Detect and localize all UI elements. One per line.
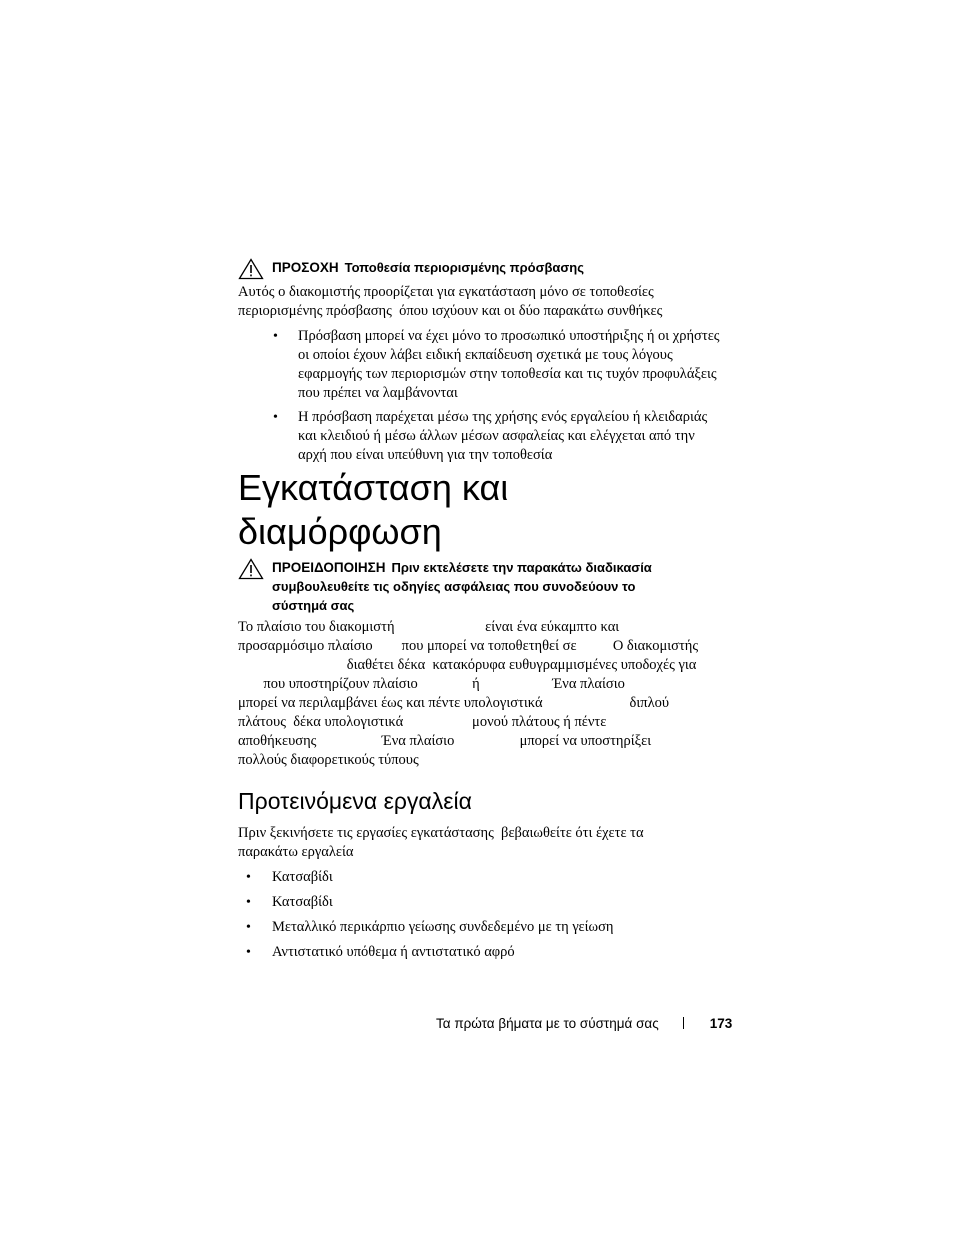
caution-text: Τοποθεσία περιορισμένης πρόσβασης (344, 260, 584, 275)
tools-heading: Προτεινόμενα εργαλεία (238, 788, 472, 814)
bullet-icon: • (246, 870, 251, 885)
paragraph-line: Το πλαίσιο του διακομιστή είναι ένα εύκαμπτο και (238, 619, 620, 635)
tool-item-text: Κατσαβίδι (272, 869, 333, 885)
section-title (238, 466, 508, 554)
bullet-icon: • (273, 410, 278, 425)
list-item (273, 408, 758, 465)
caution-triangle-icon (238, 258, 264, 280)
conditions-list (273, 327, 758, 465)
list-item (246, 918, 712, 937)
bullet-icon: • (246, 920, 251, 935)
paragraph-line: μπορεί να περιλαμβάνει έως και πέντε υπολογιστικά διπλού (238, 695, 670, 711)
caution-label: ΠΡΟΣΟΧΗ (272, 260, 339, 275)
warning-notice (238, 558, 708, 615)
warning-triangle-icon (238, 558, 264, 580)
list-item-line: εφαρμογής των περιορισμών στην τοποθεσία και τις τυχόν προφυλάξεις (298, 366, 717, 382)
tools-list (246, 868, 712, 962)
intro-line: περιορισμένης πρόσβασης όπου ισχύουν και οι δύο παρακάτω συνθήκες (238, 303, 663, 319)
list-item (246, 868, 712, 887)
page-number: 173 (709, 1016, 733, 1031)
list-item-line: Πρόσβαση μπορεί να έχει μόνο το προσωπικό υποστήριξης ή οι χρήστες (298, 328, 720, 344)
warning-text-line: συμβουλευθείτε τις οδηγίες ασφάλειας που συνοδεύουν το (272, 579, 636, 594)
paragraph-line: πολλούς διαφορετικούς τύπους (238, 752, 419, 768)
list-item-line: αρχή που είναι υπεύθυνη για την τοποθεσία (298, 447, 553, 463)
bullet-icon: • (246, 945, 251, 960)
bullet-icon: • (246, 895, 251, 910)
paragraph-line: διαθέτει δέκα κατακόρυφα ευθυγραμμισμένες υποδοχές για (238, 657, 697, 673)
paragraph-line: παρακάτω εργαλεία (238, 844, 354, 860)
intro-line: Αυτός ο διακομιστής προορίζεται για εγκατάσταση μόνο σε τοποθεσίες (238, 284, 654, 300)
paragraph-line: Πριν ξεκινήσετε τις εργασίες εγκατάστασης βεβαιωθείτε ότι έχετε τα (238, 825, 644, 841)
list-item-line: οι οποίοι έχουν λάβει ειδική εκπαίδευση σχετικά με τους λόγους (298, 347, 673, 363)
tools-intro (238, 824, 738, 862)
footer-chapter-title: Τα πρώτα βήματα με το σύστημά σας (436, 1016, 659, 1031)
caution-notice (238, 258, 708, 277)
list-item (273, 327, 758, 403)
section-title-line: διαμόρφωση (238, 511, 442, 552)
footer-separator (683, 1017, 684, 1029)
list-item-line: Η πρόσβαση παρέχεται μέσω της χρήσης ενός εργαλείου ή κλειδαριάς (298, 409, 708, 425)
tool-item-text: Αντιστατικό υπόθεμα ή αντιστατικό αφρό (272, 944, 515, 960)
paragraph-line: αποθήκευσης Ένα πλαίσιο μπορεί να υποστηρίξει (238, 733, 652, 749)
bullet-icon: • (273, 329, 278, 344)
warning-text-line: σύστημά σας (272, 598, 355, 613)
paragraph-line: που υποστηρίζουν πλαίσιο ή Ένα πλαίσιο (238, 676, 625, 692)
enclosure-paragraph (238, 618, 758, 770)
tool-item-text: Μεταλλικό περικάρπιο γείωσης συνδεδεμένο με τη γείωση (272, 919, 614, 935)
page-footer (436, 1014, 732, 1034)
warning-text-line: Πριν εκτελέσετε την παρακάτω διαδικασία (391, 560, 652, 575)
list-item (246, 893, 712, 912)
list-item (246, 943, 712, 962)
list-item-line: και κλειδιού ή μέσω άλλων μέσων ασφαλείας και ελέγχεται από την (298, 428, 695, 444)
intro-paragraph (238, 283, 738, 321)
paragraph-line: προσαρμόσιμο πλαίσιο που μπορεί να τοποθετηθεί σε Ο διακομιστής (238, 638, 699, 654)
section-title-line: Εγκατάσταση και (238, 467, 509, 508)
tool-item-text: Κατσαβίδι (272, 894, 333, 910)
paragraph-line: πλάτους δέκα υπολογιστικά μονού πλάτους ή πέντε (238, 714, 607, 730)
warning-label: ΠΡΟΕΙΔΟΠΟΙΗΣΗ (272, 560, 386, 575)
list-item-line: που πρέπει να λαμβάνονται (298, 385, 458, 401)
